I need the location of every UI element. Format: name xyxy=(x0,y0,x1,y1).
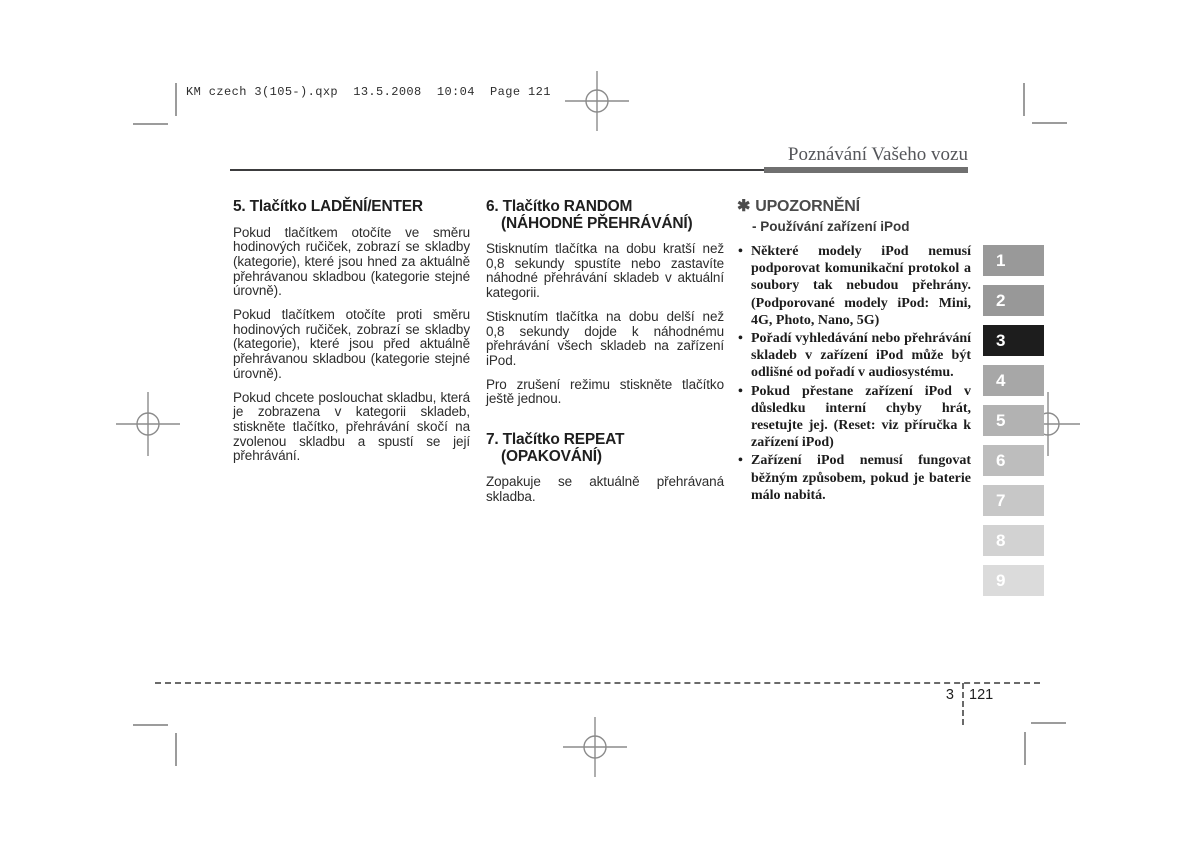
side-tab-2 xyxy=(983,285,1044,316)
tab-label: 7 xyxy=(996,490,1006,510)
section-heading-line2: (NÁHODNÉ PŘEHRÁVÁNÍ) xyxy=(501,214,693,232)
footer-page-number: 121 xyxy=(969,687,994,703)
section-heading xyxy=(486,199,724,232)
paragraph: Pokud tlačítkem otočíte proti směru hodinových ručiček, zobrazí se skladby (kategorie), které jsou před aktuálně přehrávanou skladbou (kategorie stejné úrovně). xyxy=(233,307,470,381)
section-heading-line2: (OPAKOVÁNÍ) xyxy=(501,447,602,465)
notice-bullet-list xyxy=(737,243,971,504)
paragraph: Pokud tlačítkem otočíte ve směru hodinových ručiček, zobrazí se skladby (kategorie), které jsou hned za aktuálně přehrávanou skladbou (kategorie stejné úrovně). xyxy=(233,224,470,299)
tab-label: 6 xyxy=(996,450,1006,470)
notice-bullet xyxy=(737,243,971,329)
side-tab-4 xyxy=(983,365,1044,396)
tab-label: 5 xyxy=(996,410,1006,430)
notice-subtitle: - Používání zařízení iPod xyxy=(752,219,910,234)
tab-label: 3 xyxy=(996,330,1006,350)
crop-mark xyxy=(133,724,168,726)
section-heading xyxy=(486,432,724,465)
tab-label: 2 xyxy=(996,290,1006,310)
registration-mark-icon xyxy=(116,392,180,456)
tab-label: 4 xyxy=(996,370,1006,390)
bullet-icon: • xyxy=(738,244,743,259)
crop-mark xyxy=(133,123,168,125)
notice-bullet-text: Pokud přestane zařízení iPod v důsledku interní chyby hrát, resetujte jej. (Reset: viz příručka k zařízení iPod) xyxy=(751,383,971,451)
paragraph: Pokud chcete poslouchat skladbu, která je zobrazena v kategorii skladeb, stiskněte tlačítko, přehrávání skočí na zvolenou skladbu a spustí se její přehrávání. xyxy=(233,389,470,464)
bullet-icon: • xyxy=(738,383,743,399)
notice-bullet-text: Zařízení iPod nemusí fungovat běžným způsobem, pokud je baterie málo nabitá. xyxy=(751,453,971,503)
notice-bullet xyxy=(737,383,971,452)
bullet-icon: • xyxy=(738,453,743,469)
notice-bullet xyxy=(737,330,971,382)
bullet-icon: • xyxy=(738,331,743,347)
registration-mark-icon xyxy=(563,715,627,779)
tab-label: 8 xyxy=(996,530,1006,550)
side-tab-1 xyxy=(983,245,1044,276)
page-title: Poznávání Vašeho vozu xyxy=(787,144,968,165)
side-tab-8 xyxy=(983,525,1044,556)
section-heading: 5. Tlačítko LADĚNÍ/ENTER xyxy=(233,198,423,215)
section-heading-line1: 6. Tlačítko RANDOM xyxy=(486,198,633,215)
crop-mark xyxy=(1032,122,1067,124)
paragraph: Stisknutím tlačítka na dobu delší než 0,8 sekundy dojde k náhodnému přehrávání všech skladeb na zařízení iPod. xyxy=(486,308,724,368)
section-heading-line1: 7. Tlačítko REPEAT xyxy=(486,431,625,449)
paragraph: Pro zrušení režimu stiskněte tlačítko ještě jednou. xyxy=(486,376,724,407)
tab-label: 1 xyxy=(996,250,1006,270)
side-tab-6 xyxy=(983,445,1044,476)
footer-dashed-divider xyxy=(962,683,964,725)
notice-bullet xyxy=(737,452,971,504)
notice-title xyxy=(737,196,971,216)
column-tuning-enter xyxy=(233,199,470,473)
column-notice xyxy=(737,196,971,505)
footer-dashed-line xyxy=(155,682,1040,684)
side-tab-7 xyxy=(983,485,1044,516)
crop-mark xyxy=(1031,722,1066,724)
notice-bullet-text: Pořadí vyhledávání nebo přehrávání skladeb v zařízení iPod může být odlišné od pořadí v audiosystému. xyxy=(751,331,971,381)
paragraph: Stisknutím tlačítka na dobu kratší než 0,8 sekundy spustíte nebo zastavíte náhodné přehrávání skladeb v aktuální kategorii. xyxy=(486,241,724,301)
tab-label: 9 xyxy=(996,570,1006,590)
side-tab-9 xyxy=(983,565,1044,596)
asterisk-icon: ✱ xyxy=(737,198,751,215)
notice-title-text: UPOZORNĚNÍ xyxy=(755,198,860,215)
print-job-line: KM czech 3(105-).qxp 13.5.2008 10:04 Page 121 xyxy=(186,85,551,99)
crop-mark xyxy=(1023,83,1025,116)
paragraph: Zopakuje se aktuálně přehrávaná skladba. xyxy=(486,474,724,504)
column-random-repeat xyxy=(486,199,724,513)
crop-mark xyxy=(175,733,177,766)
crop-mark xyxy=(175,83,177,116)
header-accent-bar xyxy=(764,167,968,173)
side-tab-5 xyxy=(983,405,1044,436)
footer-section-number: 3 xyxy=(945,687,954,703)
notice-bullet-text: Některé modely iPod nemusí podporovat komunikační protokol a soubory tak nebudou přehrány. (Podporované modely iPod: Mini, 4G, Photo, Nano, 5G) xyxy=(751,244,971,328)
side-tab-3 xyxy=(983,325,1044,356)
registration-mark-icon xyxy=(565,69,629,133)
crop-mark xyxy=(1024,732,1026,765)
